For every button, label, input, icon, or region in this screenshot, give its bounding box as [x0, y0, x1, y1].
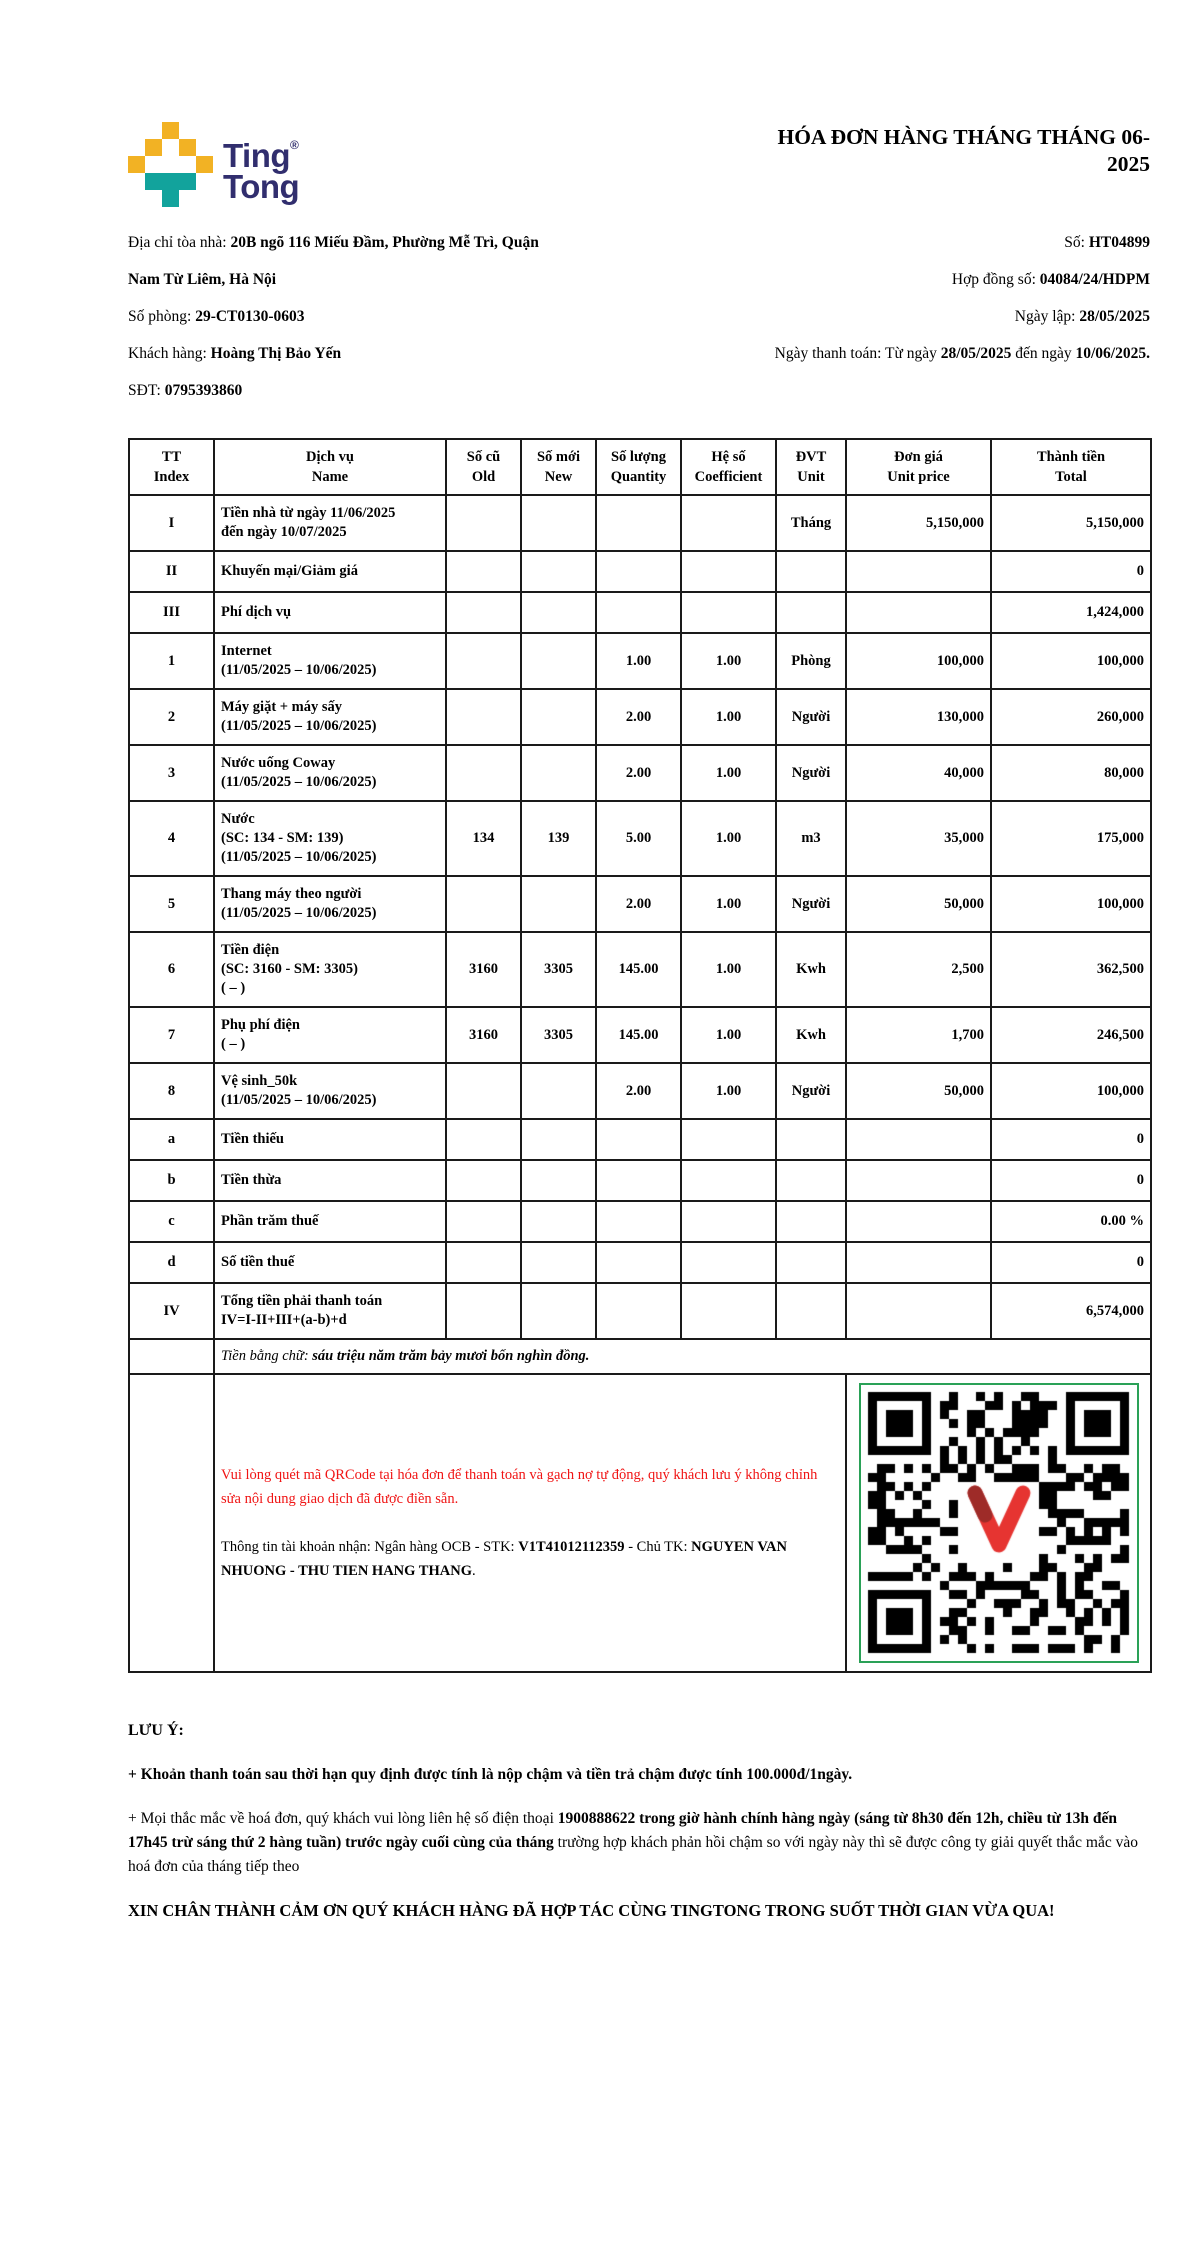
building-address-line2: Nam Từ Liêm, Hà Nội [128, 271, 277, 288]
service-name-line: (11/05/2025 – 10/06/2025) [221, 718, 377, 734]
cell-coef [681, 495, 776, 551]
cell-empty [129, 1374, 214, 1672]
cell-total: 100,000 [991, 633, 1151, 689]
cell-unit: Người [776, 689, 846, 745]
cell-coef [681, 1242, 776, 1283]
cell-new [521, 592, 596, 633]
room-number: Số phòng: 29-CT0130-0603 [128, 308, 305, 325]
cell-new [521, 1201, 596, 1242]
cell-qty [596, 495, 681, 551]
meta-left [128, 231, 598, 416]
qr-row [129, 1374, 1151, 1672]
service-name-line: Máy giặt + máy sấy [221, 699, 343, 715]
bank-account-info: Thông tin tài khoản nhận: Ngân hàng OCB - STK: V1T41012112359 - Chủ TK: NGUYEN VAN NHUONG - THU TIEN HANG THANG. [221, 1539, 787, 1579]
service-name-line: (11/05/2025 – 10/06/2025) [221, 662, 377, 678]
cell-old [446, 876, 521, 932]
footer-notes [128, 1719, 1150, 1923]
cell-tt: c [129, 1201, 214, 1242]
cell-coef: 1.00 [681, 633, 776, 689]
cell-price [846, 592, 991, 633]
cell-qty [596, 551, 681, 592]
cell-total: 0 [991, 1242, 1151, 1283]
service-name-line: ( – ) [221, 1036, 246, 1052]
payment-instructions [214, 1374, 846, 1672]
table-row [129, 689, 1151, 745]
tingtong-logo-icon [128, 122, 213, 207]
cell-old: 3160 [446, 1007, 521, 1063]
column-header: Thành tiền Total [991, 439, 1151, 495]
cell-price [846, 1283, 991, 1339]
cell-name [214, 801, 446, 876]
amount-in-words: Tiền bằng chữ: sáu triệu năm trăm bảy mươi bốn nghìn đồng. [214, 1339, 1151, 1374]
cell-name [214, 1063, 446, 1119]
cell-old [446, 592, 521, 633]
cell-qty: 1.00 [596, 633, 681, 689]
cell-qty [596, 1160, 681, 1201]
cell-qty: 2.00 [596, 689, 681, 745]
service-name-line: Khuyến mại/Giảm giá [221, 563, 358, 579]
cell-price: 35,000 [846, 801, 991, 876]
cell-new [521, 633, 596, 689]
cell-unit [776, 551, 846, 592]
cell-old [446, 495, 521, 551]
cell-new [521, 1160, 596, 1201]
service-name-line: (11/05/2025 – 10/06/2025) [221, 905, 377, 921]
cell-name [214, 745, 446, 801]
cell-total: 0.00 % [991, 1201, 1151, 1242]
cell-price [846, 551, 991, 592]
cell-qty: 5.00 [596, 801, 681, 876]
cell-name [214, 1160, 446, 1201]
cell-old [446, 1283, 521, 1339]
cell-unit [776, 1242, 846, 1283]
notes-heading: LƯU Ý: [128, 1722, 184, 1739]
column-header: Đơn giá Unit price [846, 439, 991, 495]
service-name-line: Tiền nhà từ ngày 11/06/2025 [221, 505, 396, 521]
cell-new [521, 551, 596, 592]
cell-name [214, 633, 446, 689]
invoice-meta [128, 231, 1150, 416]
cell-new [521, 1283, 596, 1339]
service-name-line: Phụ phí điện [221, 1017, 300, 1033]
cell-price [846, 1201, 991, 1242]
cell-price [846, 1119, 991, 1160]
cell-coef [681, 551, 776, 592]
cell-qty: 145.00 [596, 932, 681, 1007]
cell-total: 100,000 [991, 1063, 1151, 1119]
cell-coef: 1.00 [681, 1007, 776, 1063]
cell-price [846, 1160, 991, 1201]
tingtong-logo-text: Ting® Tong [223, 137, 300, 205]
cell-coef: 1.00 [681, 1063, 776, 1119]
cell-tt: 3 [129, 745, 214, 801]
cell-unit: Người [776, 1063, 846, 1119]
service-name-line: (SC: 134 - SM: 139) [221, 830, 344, 846]
cell-qty [596, 1242, 681, 1283]
cell-total: 6,574,000 [991, 1283, 1151, 1339]
cell-tt: 5 [129, 876, 214, 932]
cell-unit: Tháng [776, 495, 846, 551]
cell-unit: Kwh [776, 932, 846, 1007]
cell-qty: 2.00 [596, 745, 681, 801]
cell-total: 0 [991, 551, 1151, 592]
cell-unit: Người [776, 876, 846, 932]
service-name-line: (11/05/2025 – 10/06/2025) [221, 774, 377, 790]
invoice-title: HÓA ĐƠN HÀNG THÁNG THÁNG 06- 2025 [777, 125, 1150, 176]
invoice-page [128, 0, 1150, 1923]
cell-unit [776, 1119, 846, 1160]
service-name-line: Số tiền thuế [221, 1254, 295, 1270]
cell-old [446, 633, 521, 689]
service-name-line: Tiền thừa [221, 1172, 282, 1188]
cell-old [446, 745, 521, 801]
cell-name [214, 592, 446, 633]
table-row [129, 1063, 1151, 1119]
table-row [129, 1283, 1151, 1339]
meta-right [630, 231, 1150, 416]
cell-old [446, 1160, 521, 1201]
column-header: ĐVT Unit [776, 439, 846, 495]
invoice-number: Số: HT04899 [1064, 234, 1150, 251]
tingtong-logo [128, 122, 299, 207]
cell-qty: 2.00 [596, 876, 681, 932]
cell-tt: 2 [129, 689, 214, 745]
table-header [129, 439, 1151, 495]
cell-total: 362,500 [991, 932, 1151, 1007]
cell-new: 3305 [521, 1007, 596, 1063]
cell-unit [776, 1201, 846, 1242]
cell-tt: 4 [129, 801, 214, 876]
column-header: Số lượng Quantity [596, 439, 681, 495]
cell-total: 246,500 [991, 1007, 1151, 1063]
table-row [129, 1160, 1151, 1201]
cell-name [214, 1201, 446, 1242]
cell-coef [681, 1160, 776, 1201]
cell-old [446, 1242, 521, 1283]
qr-cell [846, 1374, 1151, 1672]
issue-date: Ngày lập: 28/05/2025 [1014, 308, 1150, 325]
cell-unit: Kwh [776, 1007, 846, 1063]
registered-mark: ® [290, 138, 299, 152]
cell-name [214, 1007, 446, 1063]
cell-unit: Người [776, 745, 846, 801]
cell-tt: I [129, 495, 214, 551]
cell-coef: 1.00 [681, 932, 776, 1007]
contract-number: Hợp đồng số: 04084/24/HDPM [951, 271, 1150, 288]
cell-unit: Phòng [776, 633, 846, 689]
cell-coef: 1.00 [681, 876, 776, 932]
invoice-table [128, 438, 1152, 1673]
cell-new: 139 [521, 801, 596, 876]
cell-qty: 2.00 [596, 1063, 681, 1119]
cell-name [214, 495, 446, 551]
cell-total: 100,000 [991, 876, 1151, 932]
service-name-line: IV=I-II+III+(a-b)+d [221, 1312, 347, 1328]
cell-coef [681, 1283, 776, 1339]
cell-qty [596, 1201, 681, 1242]
cell-old [446, 689, 521, 745]
table-row [129, 1007, 1151, 1063]
cell-old [446, 1063, 521, 1119]
cell-name [214, 1283, 446, 1339]
cell-unit [776, 592, 846, 633]
cell-total: 175,000 [991, 801, 1151, 876]
cell-coef [681, 1201, 776, 1242]
table-row [129, 1119, 1151, 1160]
building-address: Địa chỉ tòa nhà: 20B ngõ 116 Miếu Đầm, Phường Mễ Trì, Quận [128, 234, 539, 251]
cell-price: 130,000 [846, 689, 991, 745]
table-row [129, 633, 1151, 689]
cell-name [214, 876, 446, 932]
cell-unit [776, 1160, 846, 1201]
cell-qty: 145.00 [596, 1007, 681, 1063]
cell-coef [681, 1119, 776, 1160]
table-row [129, 551, 1151, 592]
cell-price: 40,000 [846, 745, 991, 801]
cell-coef: 1.00 [681, 745, 776, 801]
table-row [129, 801, 1151, 876]
cell-tt: 6 [129, 932, 214, 1007]
cell-coef: 1.00 [681, 689, 776, 745]
cell-new [521, 1242, 596, 1283]
table-row [129, 1201, 1151, 1242]
qr-code-image [863, 1387, 1135, 1659]
column-header: Số cũ Old [446, 439, 521, 495]
service-name-line: Nước uống Coway [221, 755, 336, 771]
cell-tt: a [129, 1119, 214, 1160]
amount-in-words-row [129, 1339, 1151, 1374]
table-row [129, 592, 1151, 633]
payment-period: Ngày thanh toán: Từ ngày 28/05/2025 đến ngày 10/06/2025. [774, 345, 1150, 362]
qr-scan-note: Vui lòng quét mã QRCode tại hóa đơn để thanh toán và gạch nợ tự động, quý khách lưu ý không chỉnh sửa nội dung giao dịch đã được điền sẵn. [221, 1467, 818, 1507]
column-header: TT Index [129, 439, 214, 495]
cell-coef: 1.00 [681, 801, 776, 876]
cell-tt: 1 [129, 633, 214, 689]
cell-name [214, 1242, 446, 1283]
cell-name [214, 551, 446, 592]
cell-name [214, 689, 446, 745]
service-name-line: đến ngày 10/07/2025 [221, 524, 347, 540]
cell-price: 50,000 [846, 1063, 991, 1119]
cell-name [214, 932, 446, 1007]
cell-price: 100,000 [846, 633, 991, 689]
hotline-note: + Mọi thắc mắc về hoá đơn, quý khách vui lòng liên hệ số điện thoại 1900888622 trong giờ hành chính hàng ngày (sáng từ 8h30 đến 12h, chiều từ 13h đến 17h45 trừ sáng thứ 2 hàng tuần) trước ngày cuối cùng của tháng trường hợp khách phản hồi chậm so với ngày này thì sẽ được công ty giải quyết thắc mắc vào hoá đơn của tháng tiếp theo [128, 1810, 1138, 1875]
cell-price: 5,150,000 [846, 495, 991, 551]
cell-empty [129, 1339, 214, 1374]
cell-price: 1,700 [846, 1007, 991, 1063]
late-payment-note: + Khoản thanh toán sau thời hạn quy định được tính là nộp chậm và tiền trả chậm được tính 100.000đ/1ngày. [128, 1766, 853, 1783]
cell-name [214, 1119, 446, 1160]
table-row [129, 876, 1151, 932]
cell-new [521, 1119, 596, 1160]
cell-total: 0 [991, 1119, 1151, 1160]
cell-tt: 7 [129, 1007, 214, 1063]
payment-qr-code [859, 1383, 1139, 1663]
cell-total: 1,424,000 [991, 592, 1151, 633]
service-name-line: Internet [221, 643, 272, 659]
cell-new [521, 745, 596, 801]
table-row [129, 495, 1151, 551]
service-name-line: Phí dịch vụ [221, 604, 292, 620]
cell-old [446, 1201, 521, 1242]
cell-price: 50,000 [846, 876, 991, 932]
cell-coef [681, 592, 776, 633]
table-row [129, 932, 1151, 1007]
cell-tt: 8 [129, 1063, 214, 1119]
service-name-line: Tổng tiền phải thanh toán [221, 1293, 383, 1309]
service-name-line: Phần trăm thuế [221, 1213, 319, 1229]
cell-old: 3160 [446, 932, 521, 1007]
service-name-line: (11/05/2025 – 10/06/2025) [221, 1092, 377, 1108]
cell-tt: b [129, 1160, 214, 1201]
cell-unit: m3 [776, 801, 846, 876]
cell-new [521, 689, 596, 745]
cell-total: 80,000 [991, 745, 1151, 801]
cell-unit [776, 1283, 846, 1339]
cell-price: 2,500 [846, 932, 991, 1007]
cell-tt: IV [129, 1283, 214, 1339]
cell-tt: III [129, 592, 214, 633]
column-header: Dịch vụ Name [214, 439, 446, 495]
cell-qty [596, 592, 681, 633]
service-name-line: (SC: 3160 - SM: 3305) [221, 961, 358, 977]
customer-phone: SĐT: 0795393860 [128, 382, 243, 399]
cell-new [521, 876, 596, 932]
header [128, 122, 1150, 207]
cell-new: 3305 [521, 932, 596, 1007]
column-header: Hệ số Coefficient [681, 439, 776, 495]
service-name-line: Tiền thiếu [221, 1131, 284, 1147]
service-name-line: (11/05/2025 – 10/06/2025) [221, 849, 377, 865]
cell-old [446, 551, 521, 592]
cell-price [846, 1242, 991, 1283]
cell-new [521, 1063, 596, 1119]
column-header: Số mới New [521, 439, 596, 495]
cell-old [446, 1119, 521, 1160]
cell-total: 5,150,000 [991, 495, 1151, 551]
cell-new [521, 495, 596, 551]
service-name-line: Thang máy theo người [221, 886, 362, 902]
customer-name: Khách hàng: Hoàng Thị Bảo Yến [128, 345, 342, 362]
cell-tt: II [129, 551, 214, 592]
cell-qty [596, 1283, 681, 1339]
service-name-line: Tiền điện [221, 942, 280, 958]
table-row [129, 1242, 1151, 1283]
cell-total: 260,000 [991, 689, 1151, 745]
cell-total: 0 [991, 1160, 1151, 1201]
service-name-line: Nước [221, 811, 255, 827]
service-name-line: ( – ) [221, 980, 246, 996]
service-name-line: Vệ sinh_50k [221, 1073, 298, 1089]
thank-you-message: XIN CHÂN THÀNH CẢM ƠN QUÝ KHÁCH HÀNG ĐÃ HỢP TÁC CÙNG TINGTONG TRONG SUỐT THỜI GIAN VỪA QUA! [128, 1901, 1055, 1920]
cell-qty [596, 1119, 681, 1160]
table-row [129, 745, 1151, 801]
cell-old: 134 [446, 801, 521, 876]
cell-tt: d [129, 1242, 214, 1283]
